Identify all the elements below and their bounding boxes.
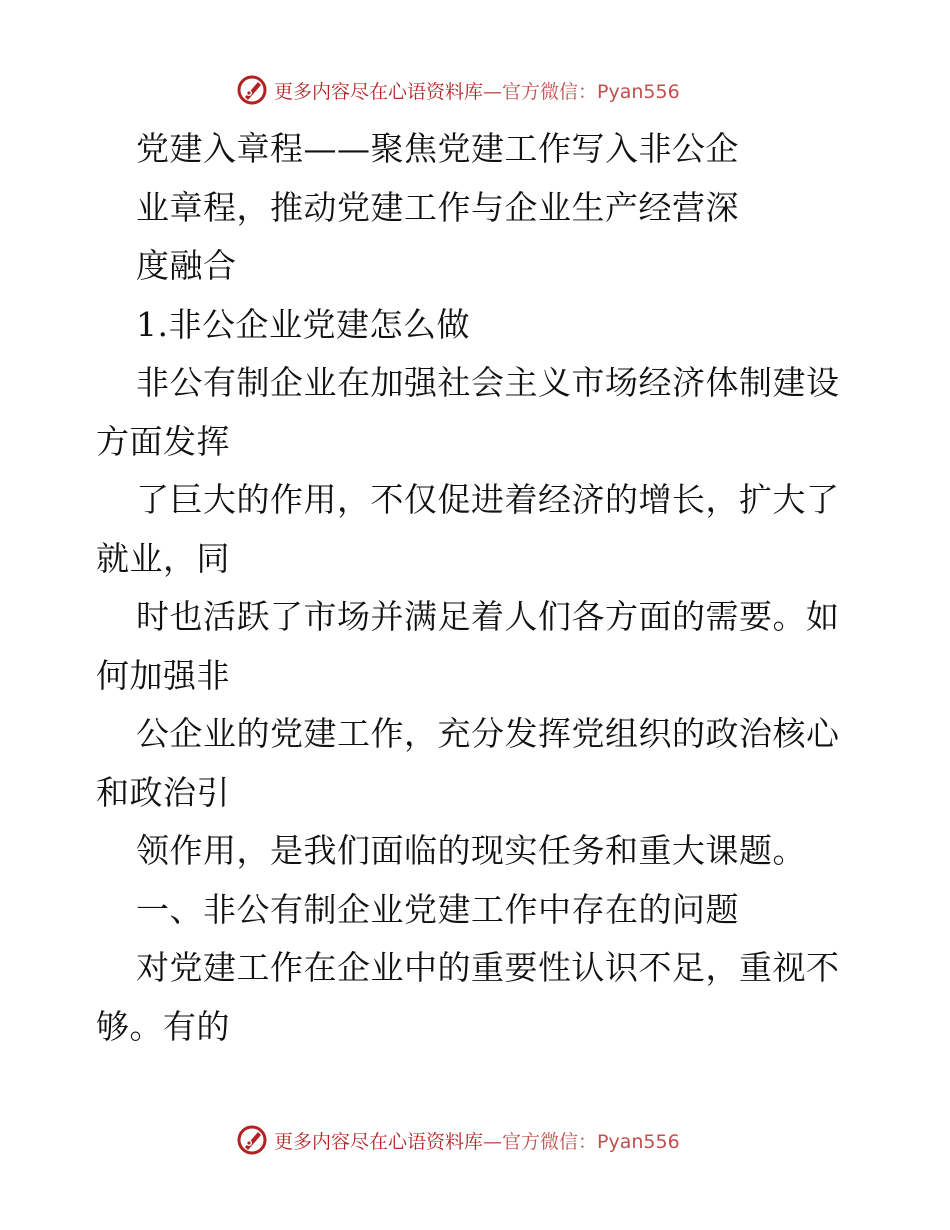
banner-contact: 官方微信：Pyan556 (502, 1130, 680, 1153)
title-line-1: 党建入章程——聚焦党建工作写入非公企 (136, 129, 739, 168)
document-body (96, 120, 856, 1056)
banner-dash: — (483, 80, 503, 103)
paragraph-line: 够。有的 (96, 1006, 230, 1046)
banner-dash: — (483, 1130, 503, 1153)
paragraph-line: 非公有制企业在加强社会主义市场经济体制建设 (136, 363, 840, 402)
paragraph-line: 对党建工作在企业中的重要性认识不足，重视不 (136, 948, 840, 987)
paragraph-line: 就业，同 (96, 538, 230, 578)
pen-circle-logo-icon (236, 74, 268, 106)
pen-circle-logo-icon (236, 1124, 268, 1156)
paragraph-line: 何加强非 (96, 655, 230, 695)
paragraph-line: 时也活跃了市场并满足着人们各方面的需要。如 (136, 597, 840, 636)
title-line-3: 度融合 (136, 246, 237, 285)
section-heading-1: 1.非公企业党建怎么做 (136, 304, 470, 344)
banner-text (274, 1127, 680, 1154)
banner-title: 更多内容尽在心语资料库 (274, 1130, 484, 1153)
section-heading-2: 一、非公有制企业党建工作中存在的问题 (136, 889, 739, 929)
paragraph-line: 公企业的党建工作，充分发挥党组织的政治核心 (136, 714, 840, 753)
banner-title: 更多内容尽在心语资料库 (274, 80, 484, 103)
banner-text (274, 77, 680, 104)
banner-contact: 官方微信：Pyan556 (502, 80, 680, 103)
paragraph-line: 方面发挥 (96, 421, 230, 461)
paragraph-line: 领作用，是我们面临的现实任务和重大课题。 (136, 831, 806, 870)
footer-banner (236, 1123, 680, 1157)
paragraph-line: 了巨大的作用，不仅促进着经济的增长，扩大了 (136, 480, 840, 519)
paragraph-line: 和政治引 (96, 772, 230, 812)
title-line-2: 业章程，推动党建工作与企业生产经营深 (136, 187, 739, 227)
header-banner (236, 73, 680, 107)
